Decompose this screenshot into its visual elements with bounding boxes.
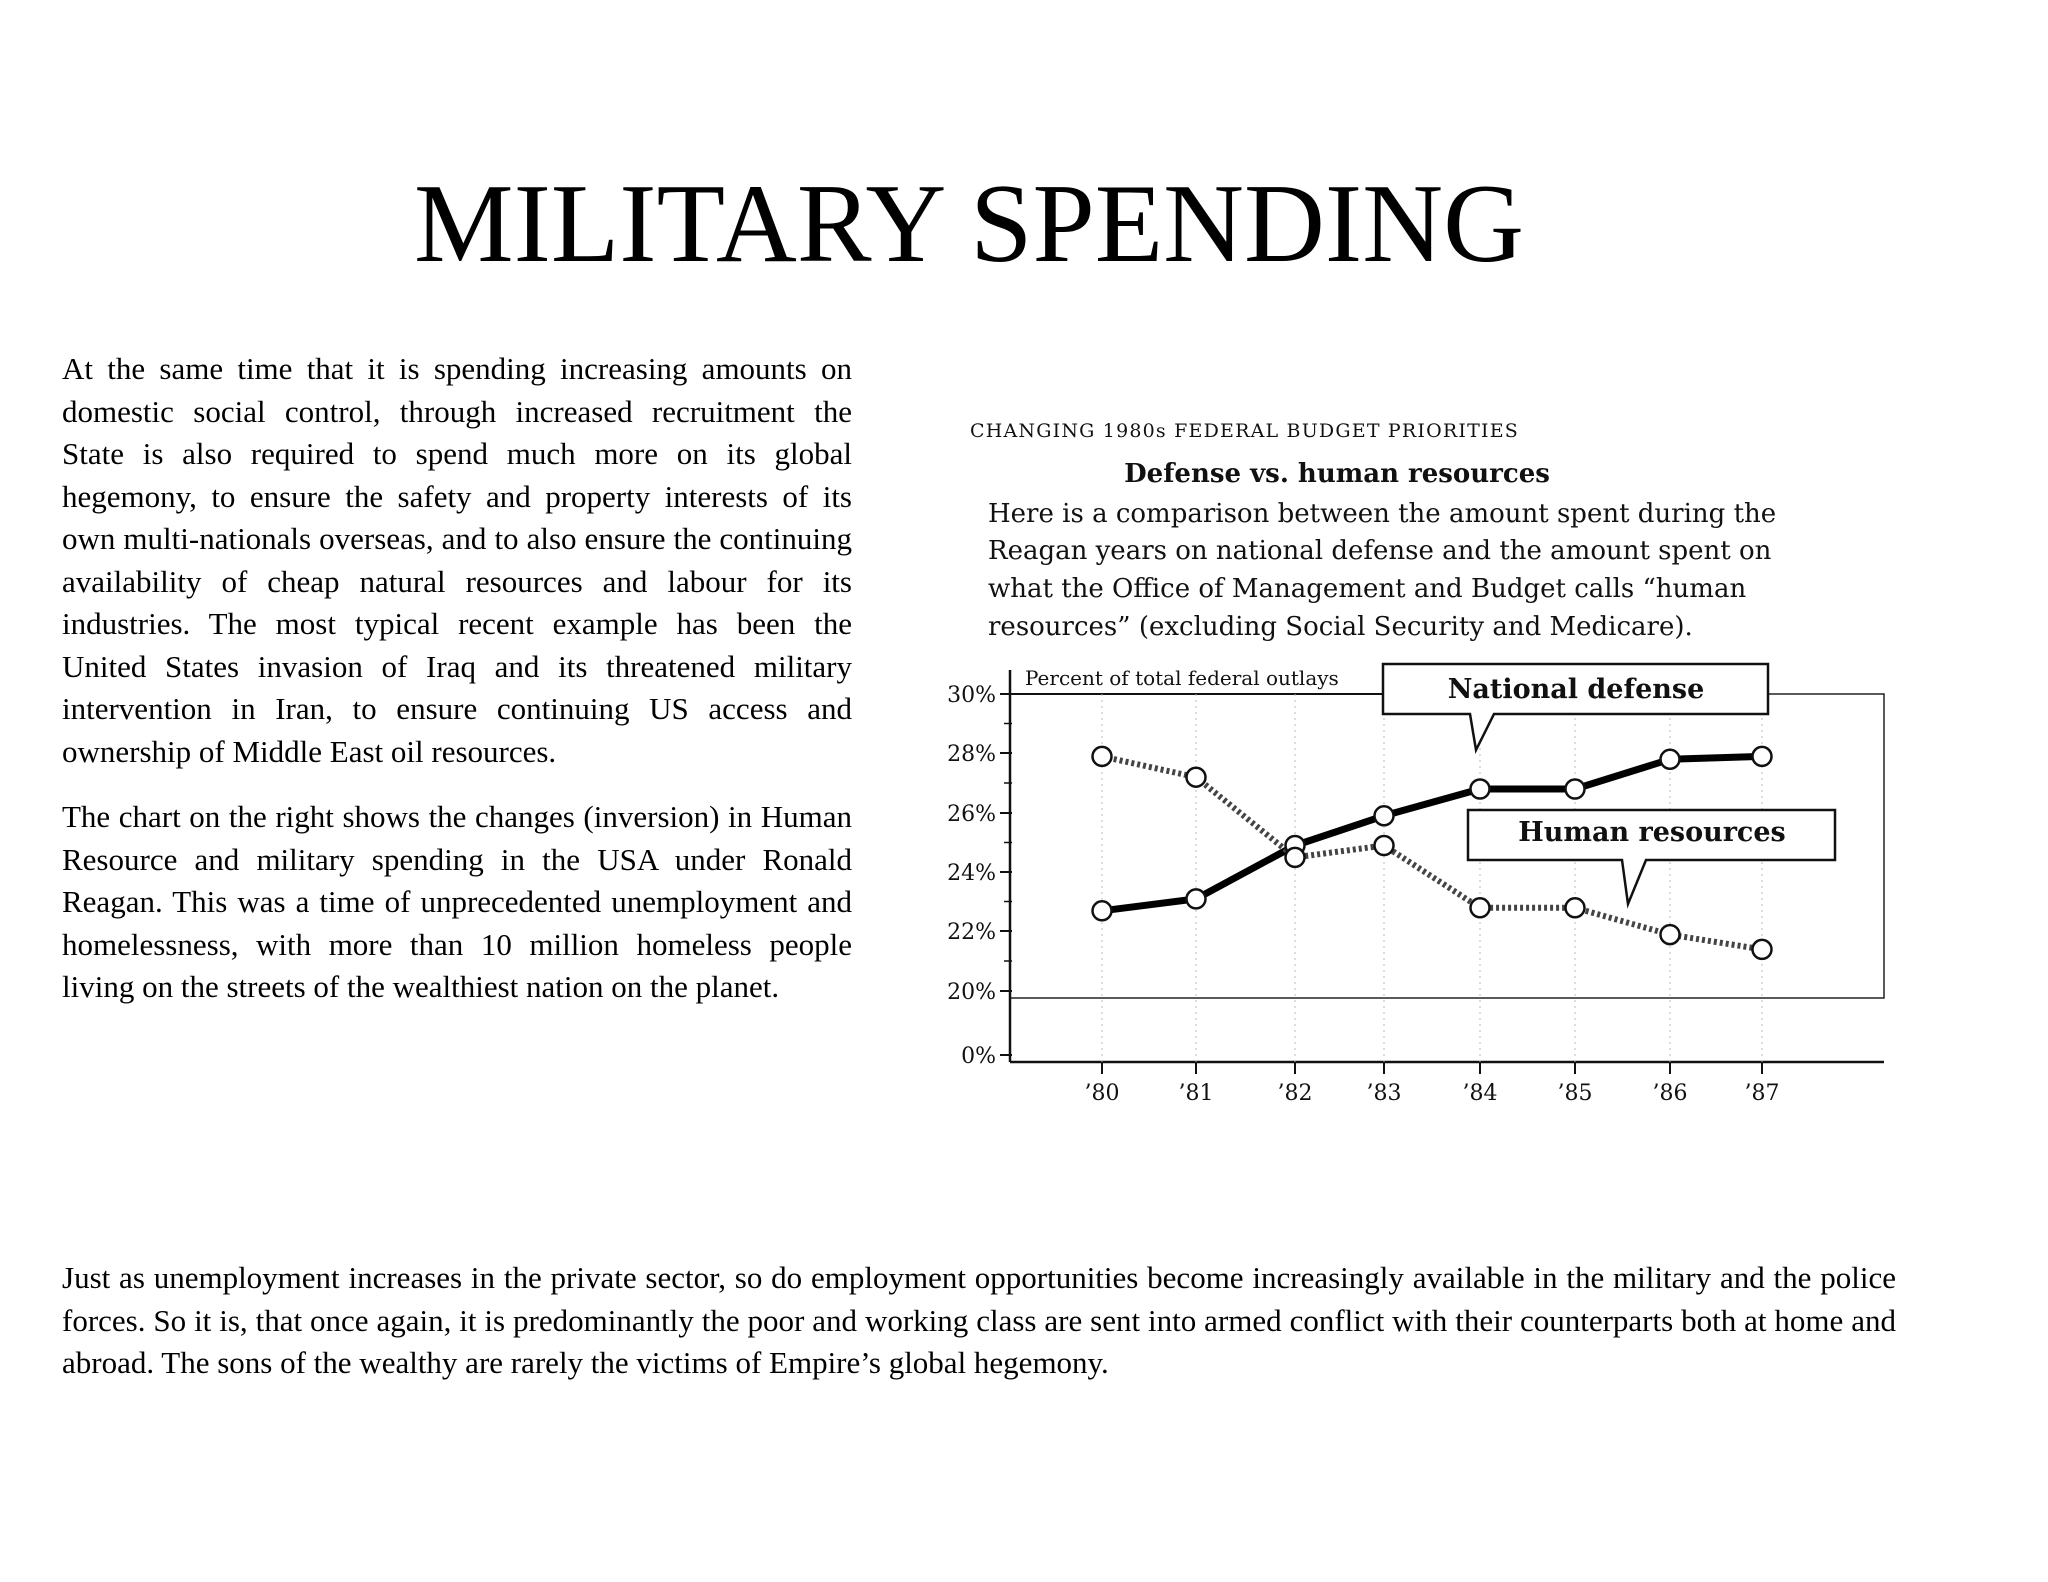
national-defense-point-7 — [1661, 750, 1680, 769]
human-resources-point-4 — [1375, 836, 1394, 855]
x-tick-label-2: ’81 — [1178, 1081, 1214, 1106]
human-resources-point-2 — [1187, 768, 1206, 787]
national-defense-point-1 — [1093, 901, 1112, 920]
human-resources-point-1 — [1093, 747, 1112, 766]
chart-description-line-4: resources” (excluding Social Security and Medicare). — [988, 612, 1693, 642]
chart-description-line-3: what the Office of Management and Budget calls “human — [988, 574, 1747, 604]
x-tick-label-5: ’84 — [1462, 1081, 1498, 1106]
human-resources-point-7 — [1661, 925, 1680, 944]
chart-description-line-1: Here is a comparison between the amount spent during the — [988, 499, 1777, 529]
human-resources-point-8 — [1753, 940, 1772, 959]
y-tick-label-5: 22% — [947, 920, 996, 945]
national-defense-point-5 — [1471, 780, 1490, 799]
vertical-gridlines — [1102, 694, 1762, 1062]
chart-explanation-paragraph: The chart on the right shows the changes (inversion) in Human Resource and military spending in the USA under Ronald Reagan. This was a time of unprecedented unemployment and homelessness, with more than 10 million homeless people living on the streets of the wealthiest nation on the planet. — [62, 799, 852, 1004]
intro-paragraph: At the same time that it is spending increasing amounts on domestic social control, through increased recruitment the State is also required to spend much more on its global hegemony, to ensure the safety and property interests of its own multi-nationals overseas, and to also ensure the continuing availability of cheap natural resources and labour for its industries. The most typical recent example has been the United States invasion of Iraq and its threatened military intervention in Iran, to ensure continuing US access and ownership of Middle East oil resources. — [62, 351, 852, 769]
y-axis-unit-label: Percent of total federal outlays — [1025, 666, 1339, 690]
x-tick-label-6: ’85 — [1557, 1081, 1593, 1106]
y-tick-label-6: 20% — [947, 980, 996, 1005]
x-tick-label-7: ’86 — [1652, 1081, 1688, 1106]
x-tick-label-1: ’80 — [1084, 1081, 1120, 1106]
x-tick-label-3: ’82 — [1277, 1081, 1313, 1106]
national-defense-label: National defense — [1447, 674, 1705, 705]
chart-subtitle: Defense vs. human resources — [1124, 459, 1550, 489]
y-tick-label-3: 26% — [947, 802, 996, 827]
page-title: MILITARY SPENDING — [414, 162, 1524, 286]
national-defense-point-8 — [1753, 747, 1772, 766]
budget-priorities-chart — [900, 392, 1900, 1122]
human-resources-point-3 — [1286, 848, 1305, 867]
x-axis-ticks — [1085, 1062, 1780, 1106]
chart-description-line-2: Reagan years on national defense and the amount spent on — [988, 536, 1772, 566]
x-tick-label-4: ’83 — [1366, 1081, 1402, 1106]
chart-heading: CHANGING 1980s FEDERAL BUDGET PRIORITIES — [970, 420, 1519, 442]
plot-area — [947, 664, 1884, 1106]
human-resources-point-5 — [1471, 898, 1490, 917]
national-defense-point-4 — [1375, 806, 1394, 825]
y-tick-label-4: 24% — [947, 861, 996, 886]
national-defense-point-2 — [1187, 889, 1206, 908]
human-resources-callout — [1468, 810, 1835, 904]
human-resources-point-6 — [1566, 898, 1585, 917]
y-tick-label-7: 0% — [961, 1044, 996, 1069]
national-defense-point-6 — [1566, 780, 1585, 799]
y-tick-label-1: 30% — [947, 683, 996, 708]
y-tick-label-2: 28% — [947, 742, 996, 767]
y-axis-ticks — [947, 683, 1012, 1069]
bottom-paragraph: Just as unemployment increases in the private sector, so do employment opportunities become increasingly available in the military and the police forces. So it is, that once again, it is predominantly the poor and working class are sent into armed conflict with their counterparts both at home and abroad. The sons of the wealthy are rarely the victims of Empire’s global hegemony. — [62, 1260, 1896, 1380]
human-resources-label: Human resources — [1518, 817, 1786, 848]
left-text-column — [62, 348, 852, 1009]
x-tick-label-8: ’87 — [1744, 1081, 1780, 1106]
